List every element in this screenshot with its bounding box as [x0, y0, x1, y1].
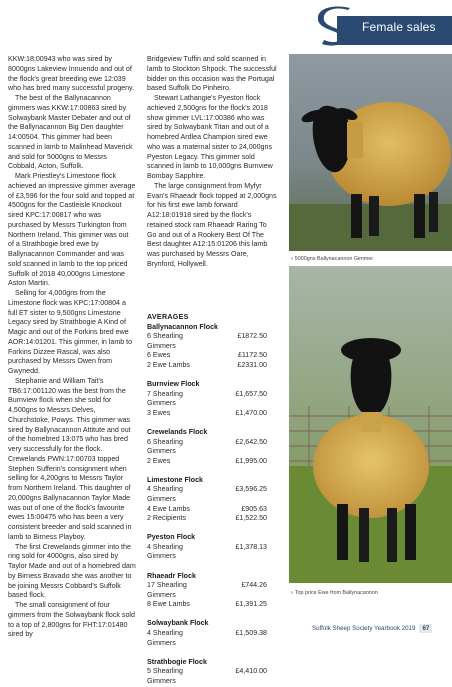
caption-text: 5000gns Ballynacannon Gimmer: [294, 256, 374, 262]
flock-group: [147, 658, 277, 687]
flock-name: Burnview Flock: [147, 380, 200, 389]
average-label: 2 Ewes: [147, 456, 171, 465]
average-row: [147, 600, 277, 610]
average-value: £1,470.00: [235, 408, 267, 417]
average-label: 6 Ewes: [147, 351, 171, 360]
average-label: 2 Recipients: [147, 514, 187, 523]
flock-group: [147, 572, 277, 610]
average-value: £2,642.50: [235, 437, 267, 446]
sheep-gimmer-image: [289, 54, 452, 251]
average-label: 8 Ewe Lambs: [147, 600, 190, 609]
flock-group: [147, 476, 277, 524]
average-value: £1,378.13: [235, 542, 267, 551]
average-value: £1,522.50: [235, 514, 267, 523]
article-paragraph: Stephanie and William Tait's TB6:17:001120 was the best from the Burnview flock when she sold for 4,500gns to Messrs Delves, Churchstoke, Powys. This gimmer was sired by Ballynacannon Attitute and out of the homebred 13:075 who has bred very successfully for the flock.: [8, 376, 131, 453]
suffolk-s-logo-icon: [318, 6, 354, 50]
footer-publication: Suffolk Sheep Society Yearbook 2019: [312, 625, 416, 632]
article-paragraph: Bridgeview Tuffin and sold scanned in lamb to Stockton Shpock. The successful bidder on this occasion was the Portugal based Suffolk Do Pinheiro.: [147, 55, 277, 93]
averages-table: [147, 313, 277, 687]
flock-group: [147, 533, 277, 562]
photo-caption-gimmer: [291, 256, 373, 262]
flock-name: Solwaybank Flock: [147, 619, 209, 628]
average-value: £2331.00: [237, 360, 267, 369]
average-label: 4 Ewe Lambs: [147, 504, 190, 513]
article-left-column: [8, 55, 136, 640]
average-label: 2 Ewe Lambs: [147, 360, 190, 369]
flock-name: Limestone Flock: [147, 475, 203, 484]
caption-text: Top price Ewe from Ballynacannon: [294, 590, 378, 596]
average-row: [147, 361, 277, 371]
average-value: £1,995.00: [235, 456, 267, 465]
article-middle-column: [147, 55, 277, 270]
article-paragraph: The first Crewelands gimmer into the ring sold for 4000gns, also sired by Taylor Made and out of a homebred dam by Birness Bravado she was another to be joining Messrs Cobbard's Suffolk based flock.: [8, 542, 136, 600]
averages-body: [147, 323, 277, 687]
average-label: 4 Shearling Gimmers: [147, 485, 183, 503]
page-number: 67: [419, 624, 432, 633]
article-paragraph: Stewart Lathangie's Pyeston flock achieved 2,500gns for the flock's 2018 show gimmer LVL:17:00386 who was sired by Solwaybank Titan and out of a homebred Ardlea Champion sired ewe who was a maternal sister to 24,000gns Pyeston Legacy. This gimmer sold scanned in lamb to 10,000gns Burnview Bombay Sapphire.: [147, 94, 273, 180]
average-value: £1172.50: [237, 351, 267, 360]
chevron-right-icon: ›: [291, 590, 293, 596]
article-paragraph: Selling for 4,000gns from the Limestone flock was KPC:17:00804 a full ET sister to 9,500gns Limestone Legacy sired by Strathbogie A Kind of Magic and out of the Forkins bred ewe AOR:14:01201. This gimmer, in lamb to Forkins Dizzee Rascal, was also purchased by Messrs Owen from Gwynedd.: [8, 289, 133, 375]
average-row: [147, 332, 277, 351]
average-row: [147, 505, 277, 515]
average-row: [147, 485, 277, 504]
chevron-right-icon: ›: [291, 256, 293, 262]
article-paragraph: The small consignment of four gimmers from the Solwaybank flock sold to a top of 2,800gns for FHT:17:01480 sired by: [8, 601, 135, 639]
average-row: [147, 581, 277, 600]
average-row: [147, 409, 277, 419]
flock-group: [147, 619, 277, 648]
average-label: 4 Shearling Gimmers: [147, 542, 183, 561]
average-row: [147, 390, 277, 409]
average-value: £1872.50: [237, 332, 267, 341]
flock-name: Strathbogie Flock: [147, 657, 207, 666]
sheep-photo-ewe: [289, 266, 452, 583]
average-row: [147, 629, 277, 648]
average-row: [147, 351, 277, 361]
average-label: 17 Shearling Gimmers: [147, 581, 187, 599]
photo-caption-ewe: [291, 590, 378, 596]
flock-group: [147, 323, 277, 371]
average-row: [147, 514, 277, 524]
flock-name: Pyeston Flock: [147, 533, 196, 542]
average-label: 3 Ewes: [147, 408, 171, 417]
average-value: £3,596.25: [235, 485, 267, 494]
average-value: £4,410.00: [235, 667, 267, 676]
average-label: 6 Shearling Gimmers: [147, 332, 183, 350]
sheep-photo-gimmer: [289, 54, 452, 251]
sheep-ewe-image: [289, 266, 452, 583]
article-paragraph: The best of the Ballynacannon gimmers was KKW:17:00863 sired by Solwaybank Master Debater and out of the Ballynacannon Big Den daughter 14:00504. This gimmer had been scanned in lamb to Malinhead Maverick and sold for 5000gns to Messrs Cobbald, Acton, Suffolk.: [8, 94, 133, 171]
averages-title: AVERAGES: [147, 313, 189, 321]
average-label: 5 Shearling Gimmers: [147, 667, 183, 685]
average-row: [147, 457, 277, 467]
average-row: [147, 438, 277, 457]
average-value: £744.26: [241, 581, 267, 590]
average-row: [147, 543, 277, 562]
flock-name: Crewelands Flock: [147, 427, 208, 436]
average-value: £1,657.50: [235, 389, 267, 398]
average-value: £905.63: [241, 504, 267, 513]
article-paragraph: Mark Priestley's Limestone flock achieved an impressive gimmer average of £3,596 for the four sold and topped at 4500gns for the Castleisle Knockout sired KPC:17:00817 who was purchased by Messrs Turkington from Northern Ireland. This gimmer was out of a Strathbogie bred ewe by Ballynacannon Commander and was sold scanned in lamb to the top priced Suffolk of 2018 40,000gns Limestone Aston Martin.: [8, 172, 136, 288]
average-label: 7 Shearling Gimmers: [147, 389, 183, 408]
average-value: £1,509.38: [235, 629, 267, 638]
flock-group: [147, 428, 277, 466]
flock-name: Rhaeadr Flock: [147, 571, 196, 580]
average-label: 6 Shearling Gimmers: [147, 437, 183, 456]
average-label: 4 Shearling Gimmers: [147, 629, 183, 647]
article-paragraph: The large consignment from Myfyr Evan's Rhaeadr flock topped at 2,000gns for his first ewe lamb forward A12:18:01918 sired by the flock's retained stock ram Rhaeadr Raring To Go and out of a Rookery Best Of The Best daughter A12:15:01206 this lamb was purchased by Messrs Oare, Brynford, Hollywell.: [147, 181, 277, 268]
average-value: £1,391.25: [235, 600, 267, 609]
average-row: [147, 667, 277, 686]
article-paragraph: Crewelands PWN:17:00703 topped Stephen Sufferin's consignment when selling for 4,200gns to Messrs Taylor from Northern Ireland. This daughter of 20,000gns Ballynacannon Taylor Made was out of one of the flock's favourite ewes 15:00475 who has been a very consistent breeder and sold scanned in lamb to Birness Playboy.: [8, 454, 132, 541]
section-title: Female sales: [362, 20, 436, 34]
page-footer: [312, 624, 432, 633]
flock-name: Ballynacannon Flock: [147, 322, 218, 331]
article-paragraph: KKW:18:00943 who was sired by 8000gns Lakeview Innuendo and out of the flock's great breeding ewe 12:039 who has bred many successful progeny.: [8, 55, 135, 93]
flock-group: [147, 380, 277, 418]
